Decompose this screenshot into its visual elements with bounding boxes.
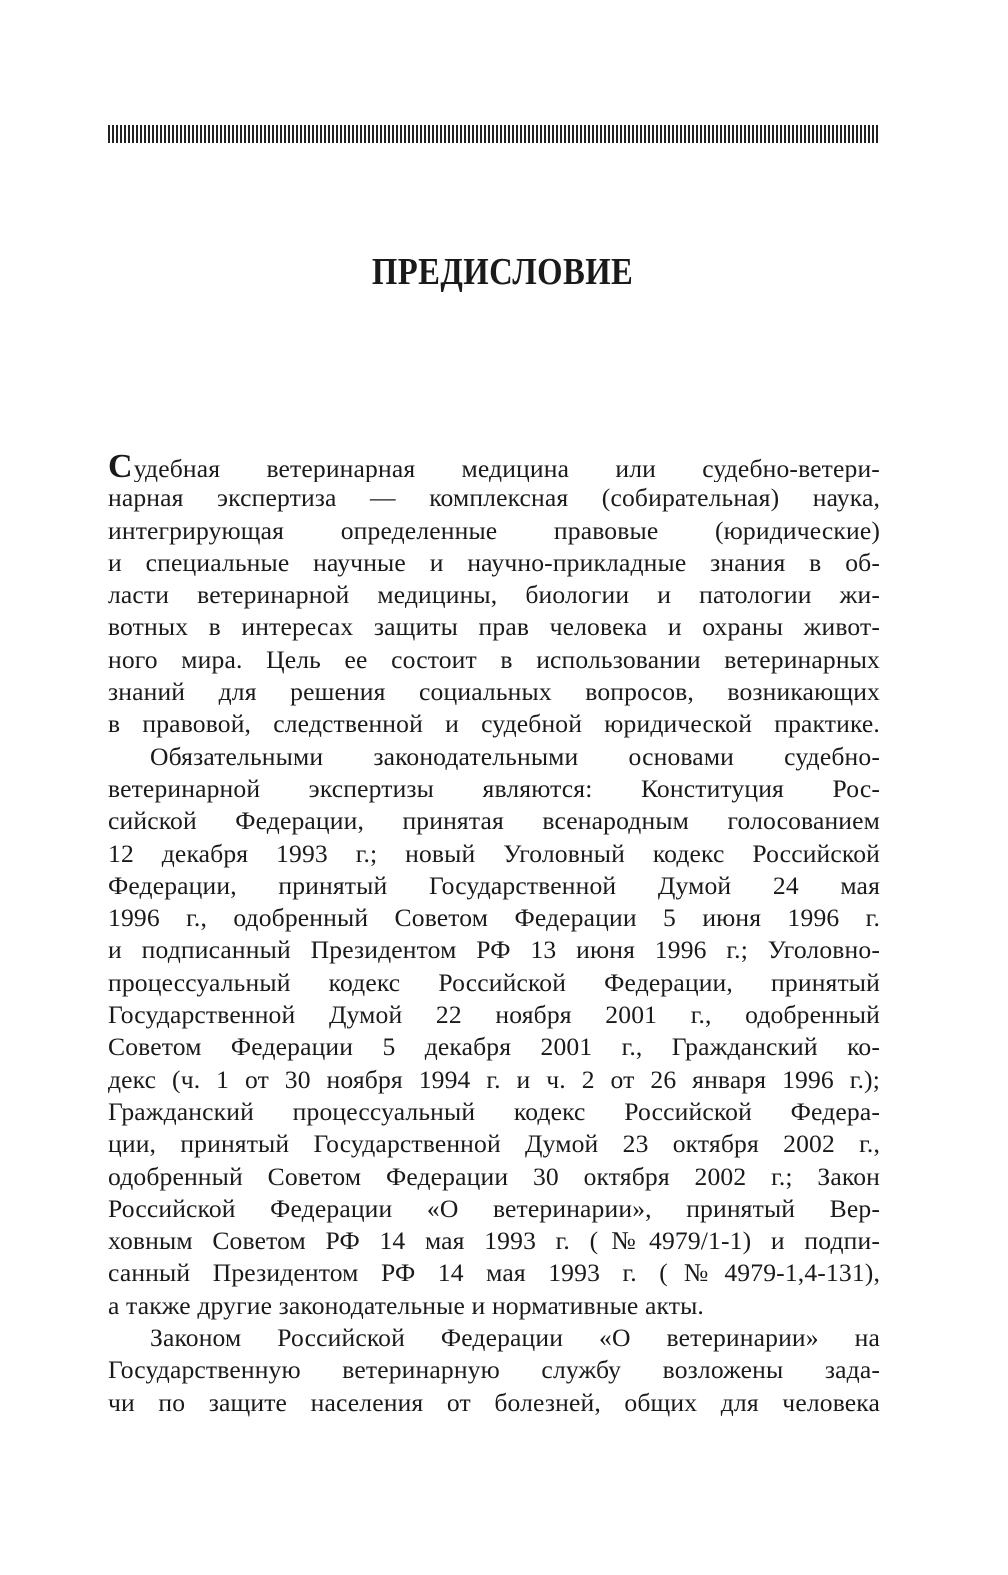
- text-line: ховным Советом РФ 14 мая 1993 г. (№4979/1-1) и подпи-: [108, 1226, 880, 1256]
- text-line: Гражданский процессуальный кодекс Российской Федера-: [108, 1096, 880, 1126]
- text-line: санный Президентом РФ 14 мая 1993 г. (№4979-1,4-131),: [108, 1258, 880, 1288]
- text-line: Государственную ветеринарную службу возложены зада-: [108, 1355, 880, 1385]
- paragraph-1: [108, 450, 880, 741]
- text-line: декс (ч. 1 от 30 ноября 1994 г. и ч. 2 от 26 января 1996 г.);: [108, 1064, 880, 1094]
- text-line: Советом Федерации 5 декабря 2001 г., Гражданский ко-: [108, 1032, 880, 1062]
- drop-cap: С: [108, 450, 133, 483]
- body-text: [108, 450, 880, 1419]
- text-line: ветеринарной экспертизы являются: Конституция Рос-: [108, 773, 880, 803]
- text-line: Обязательными законодательными основами судебно-: [150, 741, 880, 771]
- text-line: ного мира. Цель ее состоит в использовании ветеринарных: [108, 644, 880, 674]
- text-line: в правовой, следственной и судебной юридической практике.: [108, 709, 880, 739]
- text-line: одобренный Советом Федерации 30 октября 2002 г.; Закон: [108, 1161, 880, 1191]
- text-line: ции, принятый Государственной Думой 23 октября 2002 г.,: [108, 1129, 880, 1159]
- page-title: ПРЕДИСЛОВИЕ: [371, 251, 634, 293]
- text-line: вотных в интересах защиты прав человека и охраны живот-: [108, 612, 880, 642]
- text-line: Государственной Думой 22 ноября 2001 г., одобренный: [108, 1000, 880, 1030]
- text-line: 12 декабря 1993 г.; новый Уголовный кодекс Российской: [108, 838, 880, 868]
- text-line-rest: удебная ветеринарная медицина или судебно-ветери-: [133, 454, 880, 483]
- paragraph-2: [108, 741, 880, 1322]
- text-line: и специальные научные и научно-прикладные знания в об-: [108, 547, 880, 577]
- text-line: интегрирующая определенные правовые (юридические): [108, 515, 880, 545]
- ornamental-rule: [108, 125, 880, 143]
- text-line: знаний для решения социальных вопросов, возникающих: [108, 677, 880, 707]
- text-line: чи по защите населения от болезней, общих для человека: [108, 1387, 880, 1417]
- paragraph-3: [108, 1322, 880, 1419]
- text-line: 1996 г., одобренный Советом Федерации 5 июня 1996 г.: [108, 903, 880, 933]
- text-line: и подписанный Президентом РФ 13 июня 1996 г.; Уголовно-: [108, 935, 880, 965]
- text-line: сийской Федерации, принятая всенародным голосованием: [108, 806, 880, 836]
- text-line: нарная экспертиза — комплексная (собирательная) наука,: [108, 483, 880, 513]
- text-line: Законом Российской Федерации «О ветеринарии» на: [150, 1323, 880, 1353]
- text-line: [108, 450, 880, 482]
- text-line: процессуальный кодекс Российской Федерации, принятый: [108, 967, 880, 997]
- text-line: а также другие законодательные и нормативные акты.: [108, 1290, 704, 1320]
- text-line: ласти ветеринарной медицины, биологии и патологии жи-: [108, 580, 880, 610]
- text-line: Российской Федерации «О ветеринарии», принятый Вер-: [108, 1193, 880, 1223]
- text-line: Федерации, принятый Государственной Думой 24 мая: [108, 870, 880, 900]
